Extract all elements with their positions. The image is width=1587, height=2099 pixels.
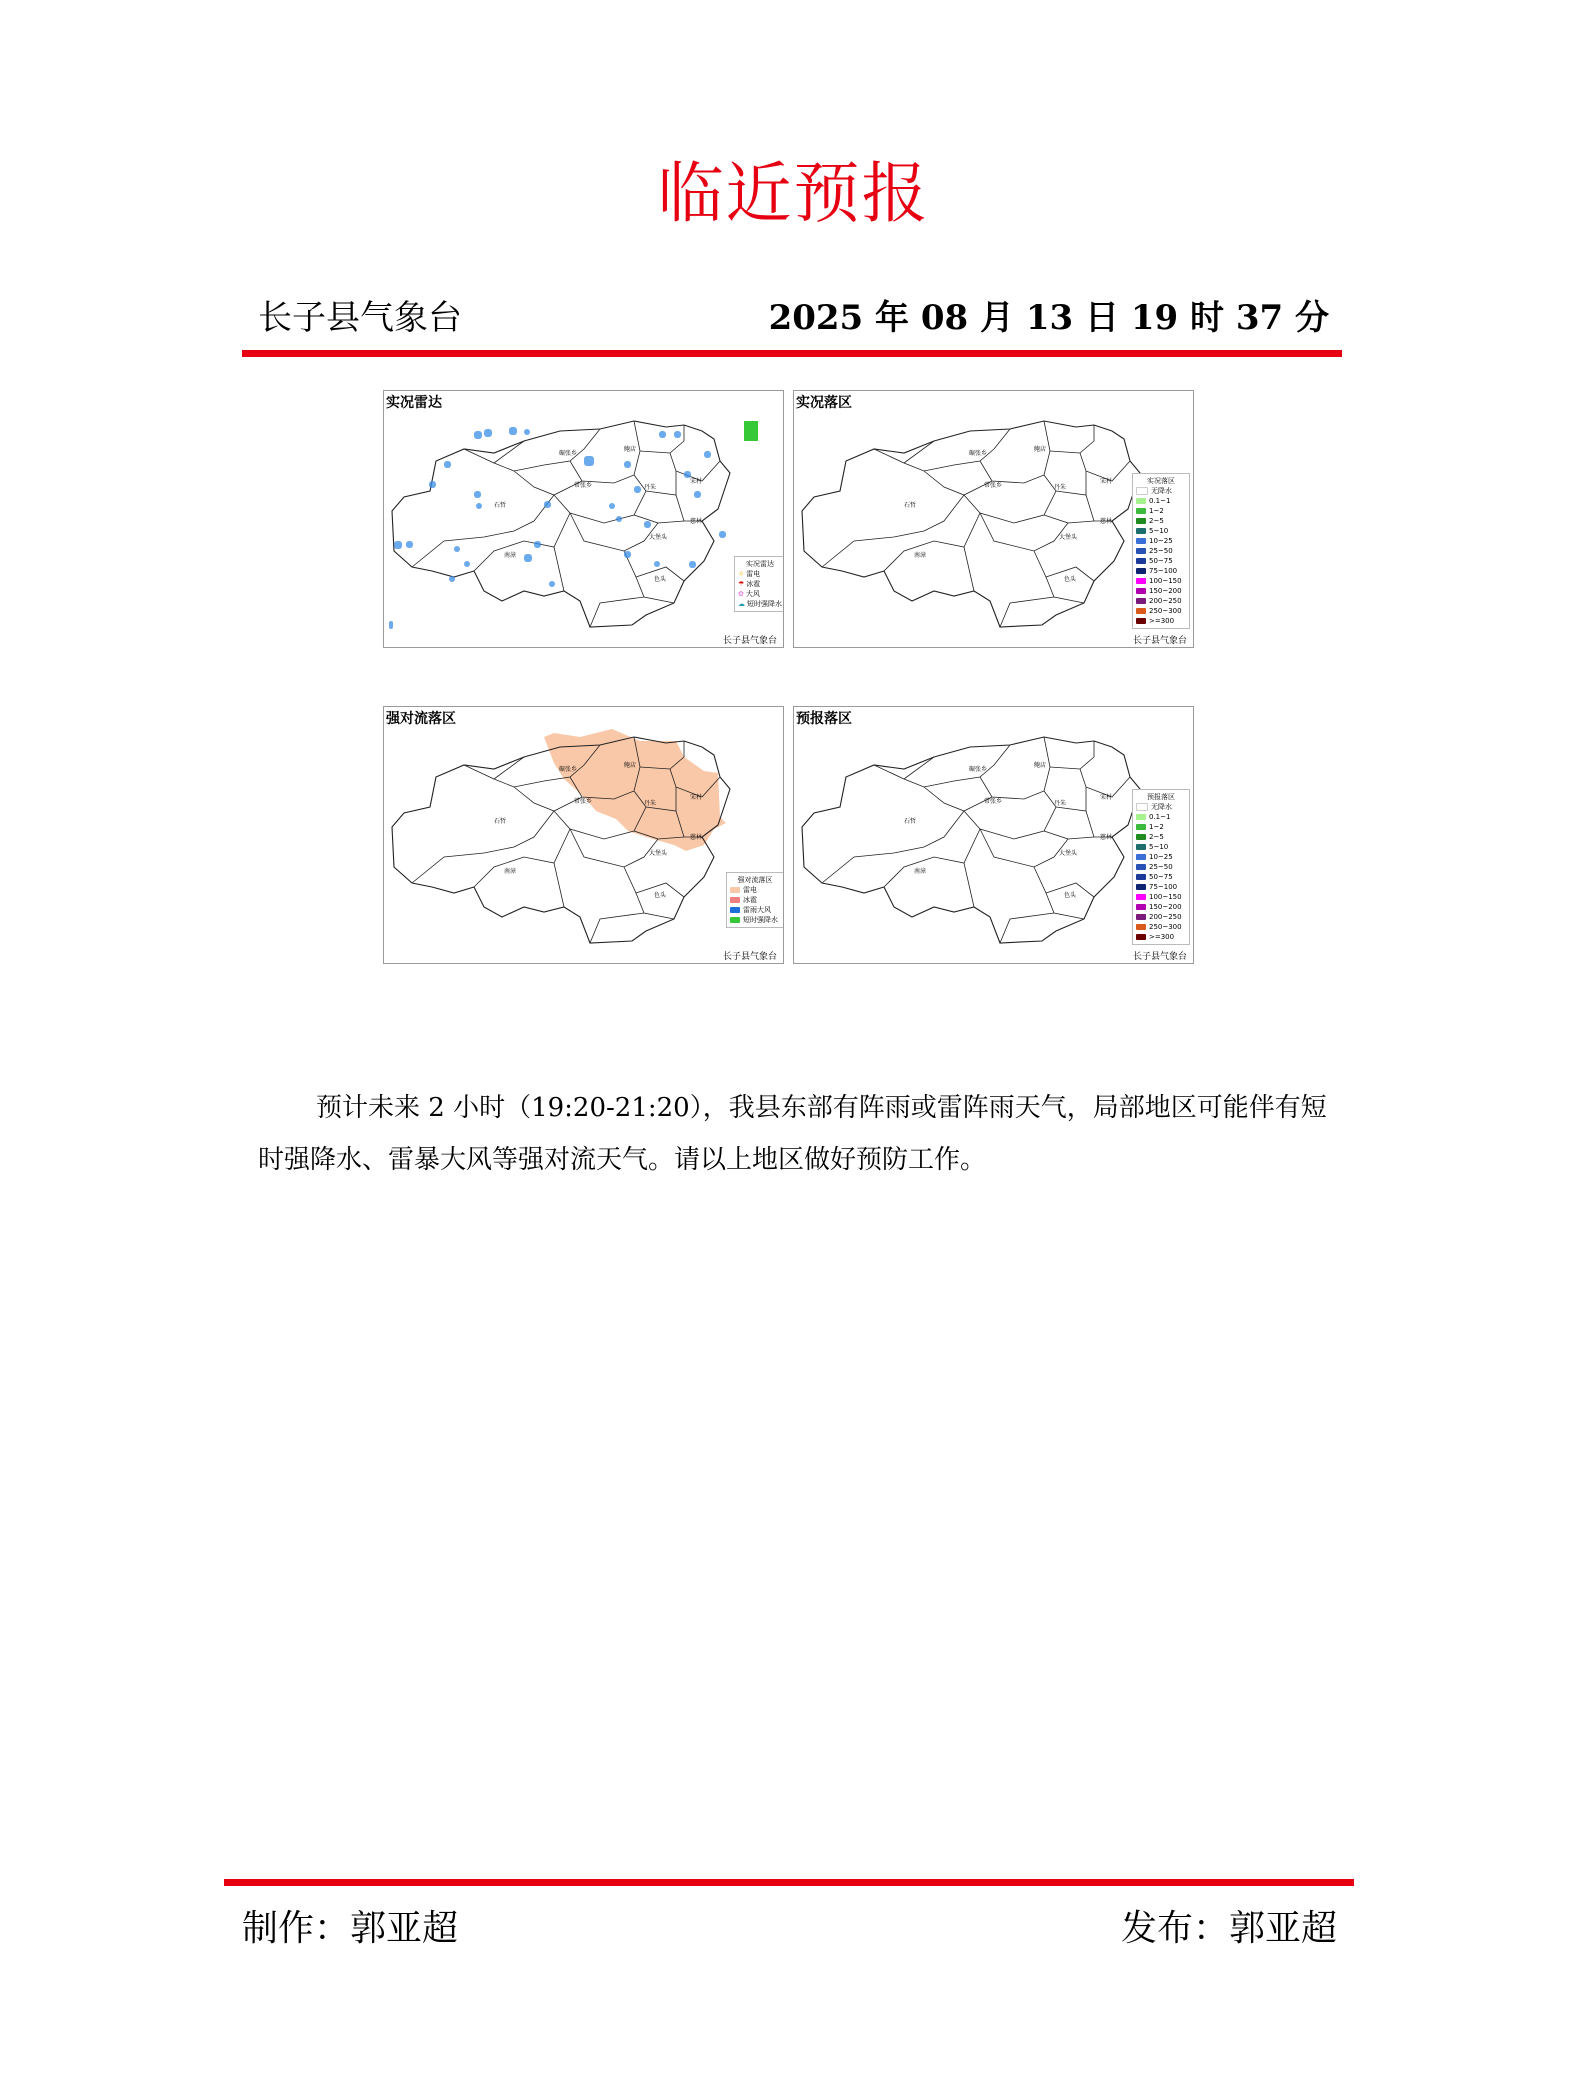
legend-item bbox=[1136, 556, 1186, 566]
radar-echo-strong bbox=[744, 421, 758, 441]
county-map bbox=[802, 737, 1140, 943]
legend-item bbox=[1136, 842, 1186, 852]
legend-label: 25~50 bbox=[1149, 547, 1173, 555]
town-label: 南漳 bbox=[914, 868, 927, 875]
town-label: 丹朱 bbox=[644, 484, 657, 491]
wind-icon: ✿ bbox=[738, 590, 744, 598]
legend-item bbox=[1136, 496, 1186, 506]
footer-divider bbox=[224, 1879, 1354, 1886]
legend-item bbox=[1136, 516, 1186, 526]
panel-credit: 长子县气象台 bbox=[1132, 636, 1187, 646]
legend-swatch bbox=[1136, 538, 1146, 544]
legend-label: 250~300 bbox=[1149, 923, 1182, 931]
township-boundary bbox=[514, 787, 582, 811]
township-boundary bbox=[1080, 453, 1130, 481]
town-label: 石哲 bbox=[494, 502, 507, 509]
legend-item bbox=[1136, 852, 1186, 862]
town-label: 碾张乡 bbox=[969, 766, 988, 773]
header-divider bbox=[242, 350, 1342, 357]
legend-label: 雷雨大风 bbox=[743, 906, 771, 914]
legend-swatch bbox=[1136, 874, 1146, 880]
legend-item bbox=[730, 895, 780, 905]
legend-swatch bbox=[730, 897, 740, 903]
legend-swatch bbox=[1136, 884, 1146, 890]
legend-item bbox=[1136, 932, 1186, 942]
town-label: 常张乡 bbox=[984, 798, 1003, 805]
county-map bbox=[802, 421, 1140, 627]
legend-swatch bbox=[1136, 508, 1146, 514]
township-boundary bbox=[412, 811, 554, 883]
town-label: 石哲 bbox=[904, 502, 917, 509]
legend-swatch bbox=[1136, 824, 1146, 830]
legend-label: 100~150 bbox=[1149, 893, 1182, 901]
legend-item bbox=[1136, 586, 1186, 596]
town-label: 鲍店 bbox=[624, 446, 637, 453]
radar-legend bbox=[734, 556, 784, 612]
legend-item: ☁ 短时强降水 bbox=[738, 600, 782, 608]
legend-swatch bbox=[1136, 528, 1146, 534]
town-label: 大堡头 bbox=[1059, 534, 1078, 541]
legend-label: 10~25 bbox=[1149, 853, 1173, 861]
issue-datetime: 2025 年 08 月 13 日 19 时 37 分 bbox=[768, 298, 1329, 338]
legend-swatch bbox=[1136, 487, 1148, 495]
township-boundary bbox=[904, 429, 1010, 471]
radar-legend-title: 实况雷达 bbox=[746, 560, 774, 568]
legend-swatch bbox=[1136, 558, 1146, 564]
town-label: 宋村 bbox=[1100, 478, 1113, 485]
town-label: 南漳 bbox=[914, 552, 927, 559]
legend-swatch bbox=[1136, 578, 1146, 584]
town-label: 色头 bbox=[654, 892, 667, 899]
legend-item: ✿ 大风 bbox=[738, 590, 760, 598]
legend-swatch bbox=[1136, 568, 1146, 574]
legend-item bbox=[1136, 882, 1186, 892]
legend-item bbox=[1136, 566, 1186, 576]
forecast-paragraph: 预计未来 2 小时（19:20-21:20），我县东部有阵雨或雷阵雨天气，局部地区可能伴有短时强降水、雷暴大风等强对流天气。请以上地区做好预防工作。 bbox=[258, 1093, 1327, 1175]
legend-swatch bbox=[1136, 924, 1146, 930]
legend-item bbox=[1136, 872, 1186, 882]
legend-label: 无降水 bbox=[1151, 487, 1172, 495]
town-label: 宋村 bbox=[690, 794, 703, 801]
legend-label: 1~2 bbox=[1149, 823, 1164, 831]
legend-swatch bbox=[1136, 548, 1146, 554]
forecast-legend bbox=[1132, 789, 1190, 945]
issuing-organization: 长子县气象台 bbox=[258, 298, 462, 338]
legend-item bbox=[1136, 892, 1186, 902]
town-label: 慈林 bbox=[1100, 518, 1113, 525]
town-label: 慈林 bbox=[690, 518, 703, 525]
township-boundary bbox=[474, 829, 570, 887]
legend-swatch bbox=[1136, 608, 1146, 614]
legend-swatch bbox=[1136, 834, 1146, 840]
legend-label: 0.1~1 bbox=[1149, 813, 1171, 821]
legend-item bbox=[730, 885, 780, 895]
township-boundary bbox=[554, 863, 564, 907]
legend-label: 150~200 bbox=[1149, 587, 1182, 595]
convection-map-panel bbox=[383, 706, 784, 964]
legend-swatch bbox=[1136, 498, 1146, 504]
legend-swatch bbox=[730, 917, 740, 923]
town-label: 色头 bbox=[1064, 576, 1077, 583]
township-boundary bbox=[570, 829, 658, 867]
legend-label: 10~25 bbox=[1149, 537, 1173, 545]
township-boundary bbox=[640, 425, 684, 453]
legend-swatch bbox=[1136, 588, 1146, 594]
legend-swatch bbox=[1136, 914, 1146, 920]
panel-credit: 长子县气象台 bbox=[1132, 952, 1187, 962]
maker-credit: 制作：郭亚超 bbox=[242, 1908, 459, 1949]
legend-swatch bbox=[1136, 803, 1148, 811]
town-label: 南漳 bbox=[504, 552, 517, 559]
convection-legend bbox=[726, 872, 784, 928]
legend-item: ☼ 雷电 bbox=[738, 570, 761, 578]
legend-label: 50~75 bbox=[1149, 873, 1173, 881]
town-label: 鲍店 bbox=[1034, 446, 1047, 453]
convection-area bbox=[544, 729, 726, 851]
radar-map bbox=[384, 391, 783, 647]
township-boundary bbox=[670, 453, 720, 481]
legend-swatch bbox=[1136, 618, 1146, 624]
township-boundary bbox=[1050, 425, 1094, 453]
legend-item bbox=[730, 915, 780, 925]
legend-label: >=300 bbox=[1149, 933, 1175, 941]
legend-title: 实况落区 bbox=[1147, 477, 1175, 485]
legend-item bbox=[1136, 506, 1186, 516]
legend-swatch bbox=[1136, 598, 1146, 604]
town-label: 石哲 bbox=[494, 818, 507, 825]
legend-item bbox=[1136, 606, 1186, 616]
legend-label: 无降水 bbox=[1151, 803, 1172, 811]
legend-label: 75~100 bbox=[1149, 567, 1178, 575]
legend-item bbox=[1136, 822, 1186, 832]
township-boundary bbox=[822, 811, 964, 883]
township-boundary bbox=[658, 521, 684, 523]
legend-item bbox=[1136, 526, 1186, 536]
township-boundary bbox=[884, 513, 980, 571]
legend-label: 短时强降水 bbox=[743, 916, 778, 924]
legend-item bbox=[1136, 912, 1186, 922]
township-boundary bbox=[980, 513, 1068, 551]
township-boundary bbox=[514, 471, 582, 495]
legend-item bbox=[1136, 486, 1186, 496]
town-label: 鲍店 bbox=[624, 762, 637, 769]
legend-label: 25~50 bbox=[1149, 863, 1173, 871]
township-boundary bbox=[904, 745, 1010, 787]
legend-title: 强对流落区 bbox=[737, 876, 773, 884]
legend-swatch bbox=[1136, 814, 1146, 820]
map-grid bbox=[383, 390, 1193, 960]
township-boundary bbox=[964, 547, 974, 591]
town-label: 宋村 bbox=[690, 478, 703, 485]
township-boundary bbox=[964, 863, 974, 907]
town-label: 慈林 bbox=[1100, 834, 1113, 841]
township-boundary bbox=[494, 429, 600, 471]
town-label: 碾张乡 bbox=[559, 450, 578, 457]
township-boundary bbox=[1056, 471, 1086, 495]
legend-label: 2~5 bbox=[1149, 833, 1164, 841]
county-map bbox=[392, 421, 730, 627]
township-boundary bbox=[980, 829, 1068, 867]
town-label: 碾张乡 bbox=[969, 450, 988, 457]
town-label: 碾张乡 bbox=[559, 766, 578, 773]
township-boundary bbox=[554, 547, 564, 591]
township-boundary bbox=[1068, 521, 1094, 523]
town-label: 鲍店 bbox=[1034, 762, 1047, 769]
town-label: 大堡头 bbox=[1059, 850, 1078, 857]
township-boundary bbox=[884, 829, 980, 887]
legend-label: 冰雹 bbox=[743, 896, 757, 904]
panel-credit: 长子县气象台 bbox=[722, 952, 777, 962]
legend-item bbox=[730, 905, 780, 915]
town-label: 常张乡 bbox=[574, 798, 593, 805]
town-label: 色头 bbox=[654, 576, 667, 583]
legend-label: 0.1~1 bbox=[1149, 497, 1171, 505]
radar-map-panel bbox=[383, 390, 784, 648]
observed-map-panel bbox=[793, 390, 1194, 648]
legend-item bbox=[1136, 596, 1186, 606]
township-boundary bbox=[1056, 787, 1086, 811]
town-label: 丹朱 bbox=[1054, 800, 1067, 807]
legend-swatch bbox=[1136, 864, 1146, 870]
town-label: 大堡头 bbox=[649, 534, 668, 541]
town-label: 色头 bbox=[1064, 892, 1077, 899]
forecast-panel-title: 预报落区 bbox=[796, 711, 852, 727]
township-boundary bbox=[1080, 769, 1130, 797]
convection-panel-title: 强对流落区 bbox=[386, 711, 456, 727]
legend-label: 200~250 bbox=[1149, 913, 1182, 921]
lightning-icon: ☼ bbox=[738, 570, 745, 578]
legend-label: 75~100 bbox=[1149, 883, 1178, 891]
legend-item bbox=[1136, 546, 1186, 556]
forecast-map-panel bbox=[793, 706, 1194, 964]
legend-item: ☂ 冰雹 bbox=[738, 580, 761, 588]
legend-swatch bbox=[1136, 844, 1146, 850]
legend-item bbox=[1136, 802, 1186, 812]
legend-swatch bbox=[1136, 854, 1146, 860]
township-boundary bbox=[412, 495, 554, 567]
radar-panel-title: 实况雷达 bbox=[386, 395, 442, 411]
legend-label: >=300 bbox=[1149, 617, 1175, 625]
legend-swatch bbox=[1136, 518, 1146, 524]
township-boundary bbox=[570, 513, 658, 551]
township-boundary bbox=[924, 471, 992, 495]
township-boundary bbox=[822, 495, 964, 567]
township-boundary bbox=[1050, 741, 1094, 769]
document-title: 临近预报 bbox=[657, 155, 930, 232]
town-label: 大堡头 bbox=[649, 850, 668, 857]
town-label: 丹朱 bbox=[644, 800, 657, 807]
legend-item bbox=[1136, 812, 1186, 822]
legend-item bbox=[1136, 902, 1186, 912]
legend-label: 雷电 bbox=[743, 886, 757, 894]
township-boundary bbox=[646, 471, 676, 495]
legend-label: 200~250 bbox=[1149, 597, 1182, 605]
convection-map bbox=[384, 707, 783, 963]
publisher-credit: 发布：郭亚超 bbox=[1120, 1908, 1337, 1949]
town-label: 常张乡 bbox=[984, 482, 1003, 489]
legend-label: 1~2 bbox=[1149, 507, 1164, 515]
town-label: 南漳 bbox=[504, 868, 517, 875]
legend-item bbox=[1136, 536, 1186, 546]
observed-panel-title: 实况落区 bbox=[796, 395, 852, 411]
legend-label: 50~75 bbox=[1149, 557, 1173, 565]
legend-swatch bbox=[730, 887, 740, 893]
legend-title: 预报落区 bbox=[1147, 793, 1175, 801]
legend-item bbox=[1136, 862, 1186, 872]
legend-item bbox=[1136, 832, 1186, 842]
legend-label: 150~200 bbox=[1149, 903, 1182, 911]
legend-label: 250~300 bbox=[1149, 607, 1182, 615]
town-label: 宋村 bbox=[1100, 794, 1113, 801]
town-label: 慈林 bbox=[690, 834, 703, 841]
town-label: 丹朱 bbox=[1054, 484, 1067, 491]
legend-swatch bbox=[1136, 934, 1146, 940]
legend-label: 100~150 bbox=[1149, 577, 1182, 585]
legend-label: 2~5 bbox=[1149, 517, 1164, 525]
legend-item bbox=[1136, 616, 1186, 626]
legend-label: 5~10 bbox=[1149, 843, 1169, 851]
legend-swatch bbox=[730, 907, 740, 913]
hail-icon: ☂ bbox=[738, 580, 745, 588]
town-label: 常张乡 bbox=[574, 482, 593, 489]
legend-label: 5~10 bbox=[1149, 527, 1169, 535]
legend-item bbox=[1136, 922, 1186, 932]
observed-legend bbox=[1132, 473, 1190, 629]
panel-credit: 长子县气象台 bbox=[722, 636, 777, 646]
township-boundary bbox=[924, 787, 992, 811]
township-boundary bbox=[1068, 837, 1094, 839]
legend-item bbox=[1136, 576, 1186, 586]
legend-swatch bbox=[1136, 894, 1146, 900]
town-label: 石哲 bbox=[904, 818, 917, 825]
township-boundary bbox=[474, 513, 570, 571]
heavy-rain-icon: ☁ bbox=[738, 600, 745, 608]
legend-swatch bbox=[1136, 904, 1146, 910]
